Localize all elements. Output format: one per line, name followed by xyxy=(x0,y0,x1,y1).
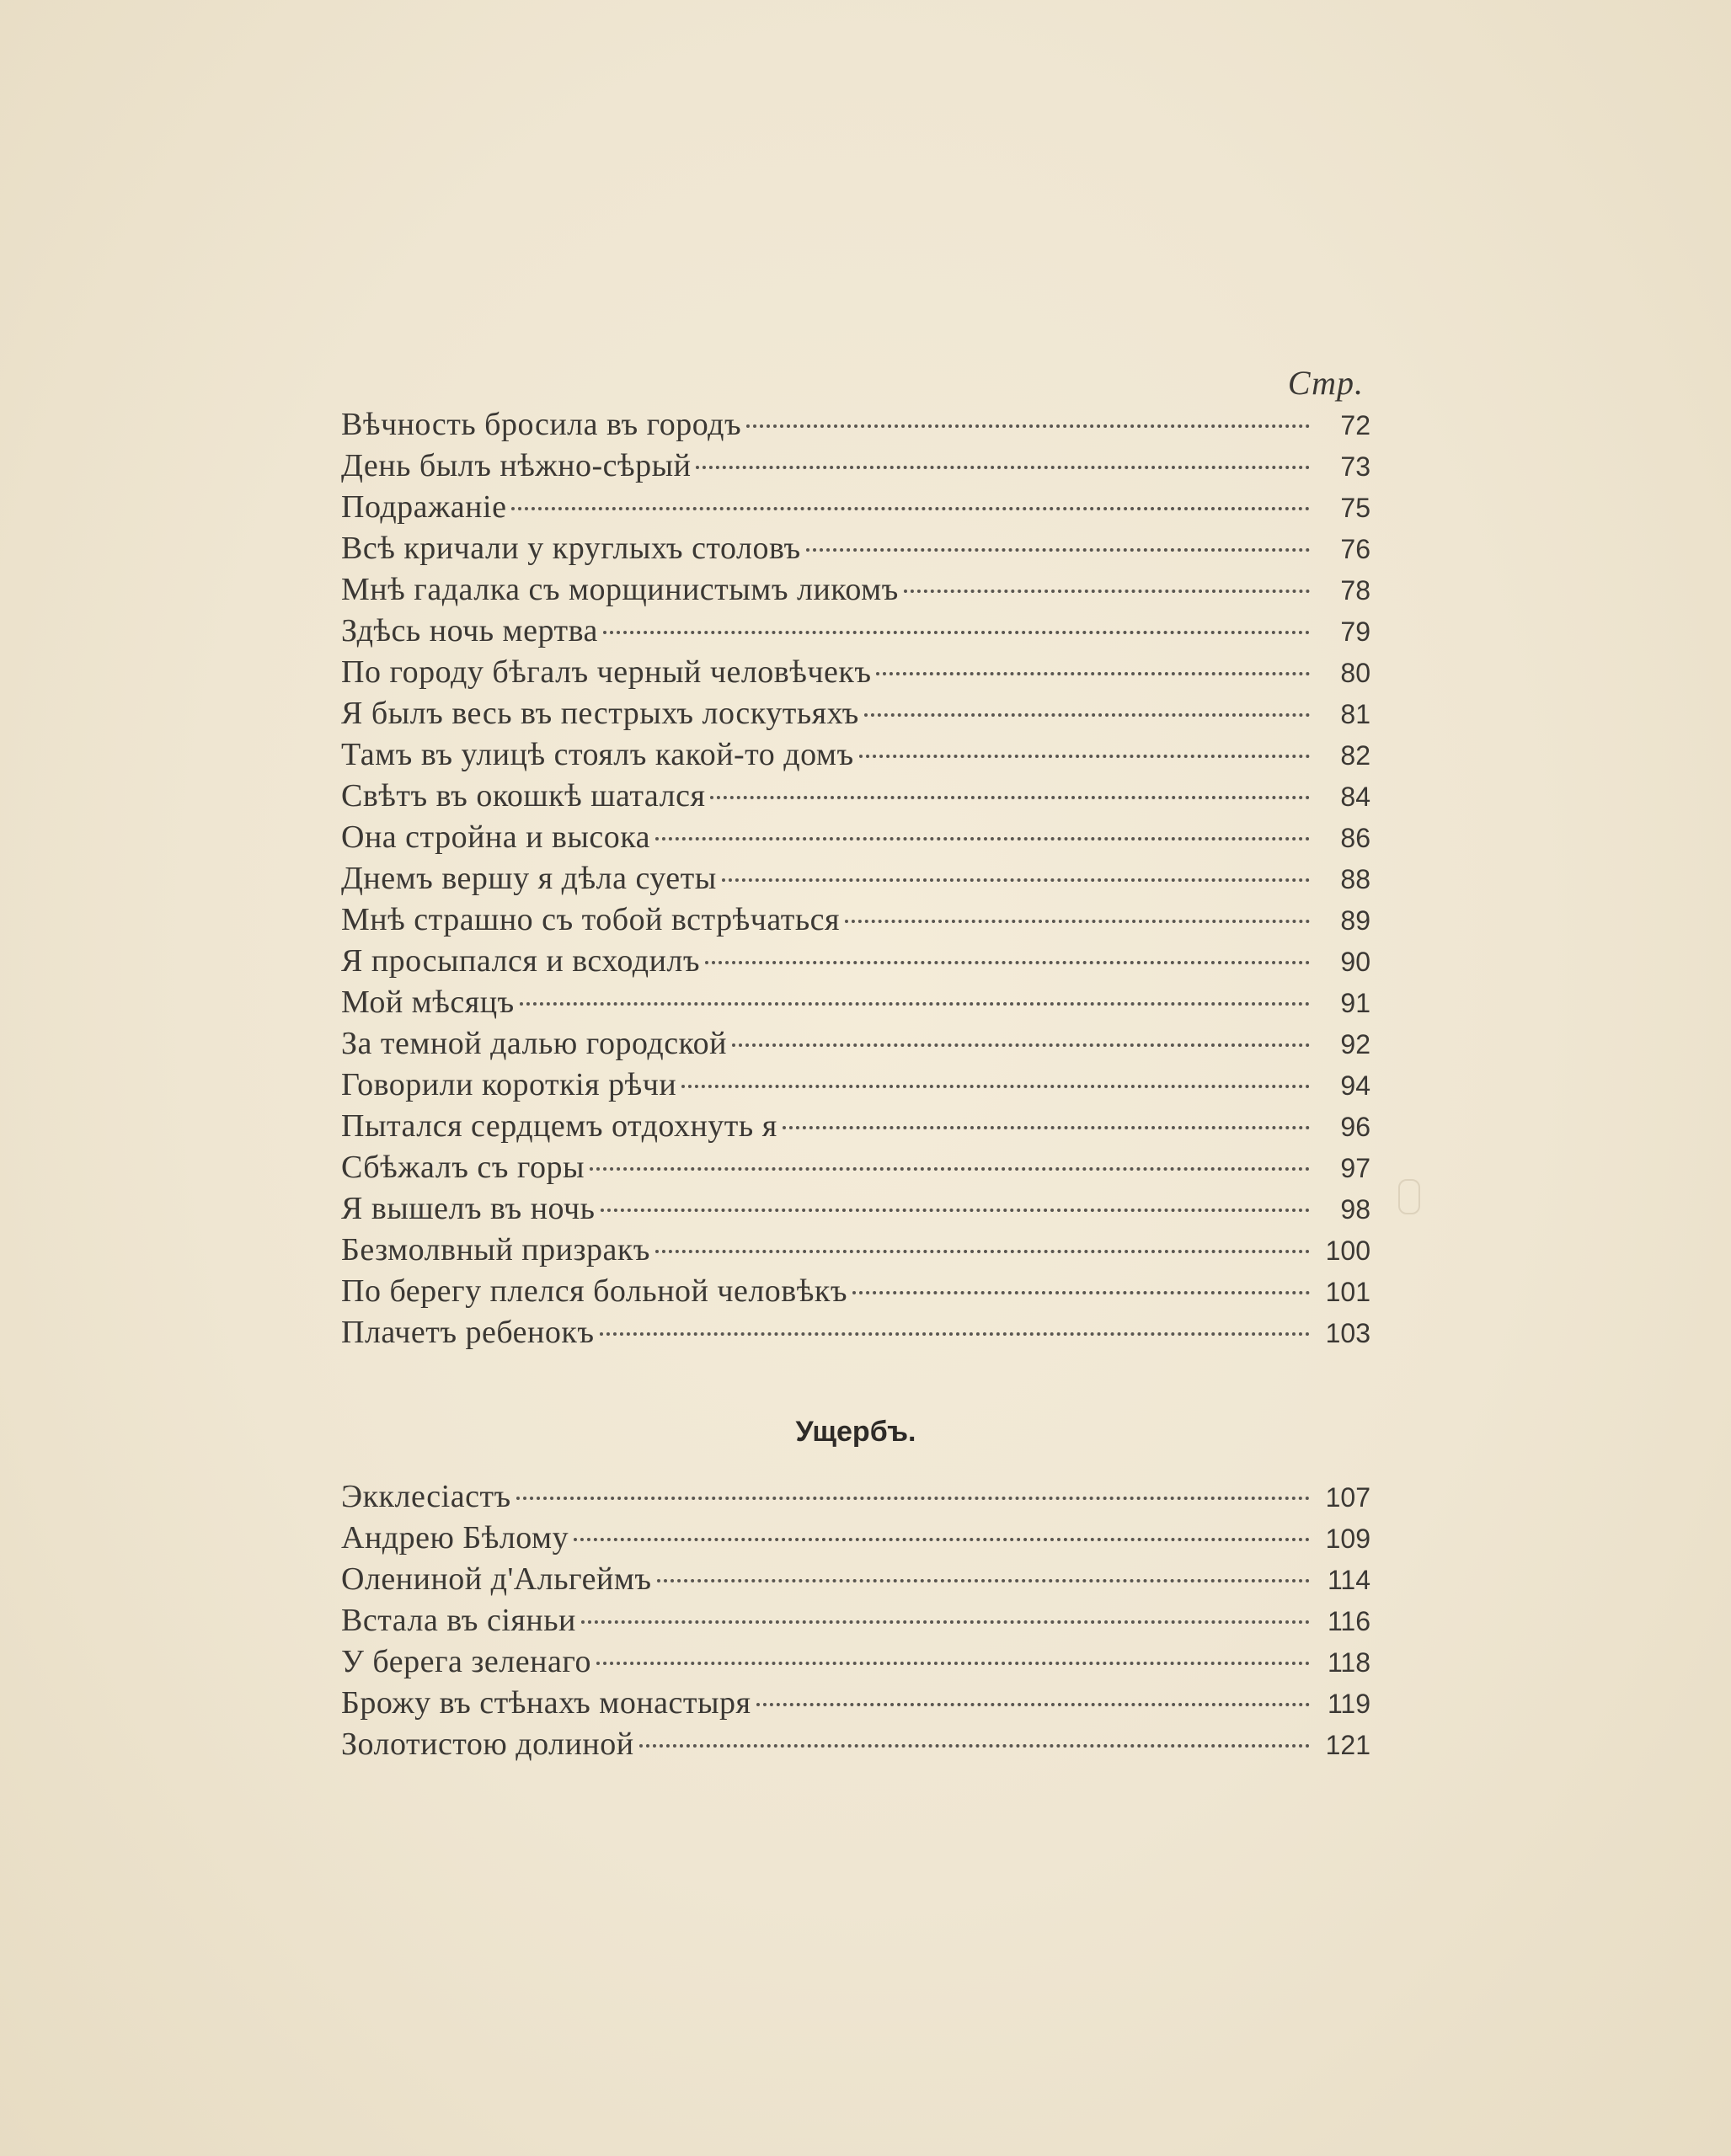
entry-page-number: 78 xyxy=(1340,575,1370,606)
entry-title: Она стройна и высока xyxy=(341,819,651,855)
entry-title: Я вышелъ въ ночь xyxy=(341,1191,596,1226)
entry-title: Всѣ кричали у круглыхъ столовъ xyxy=(341,531,801,566)
entry-page-number: 107 xyxy=(1325,1482,1370,1513)
toc-row xyxy=(341,1188,1370,1230)
entry-page-number: 75 xyxy=(1340,493,1370,523)
entry-title: Безмолвный призракъ xyxy=(341,1232,650,1267)
toc-row xyxy=(341,1476,1370,1518)
dot-leader xyxy=(581,1620,1310,1624)
entry-page-number: 109 xyxy=(1325,1524,1370,1554)
dot-leader xyxy=(746,424,1310,428)
entry-title: Сбѣжалъ съ горы xyxy=(341,1150,585,1185)
dot-leader xyxy=(705,961,1310,964)
dot-leader xyxy=(696,466,1310,469)
entry-page-number: 116 xyxy=(1327,1606,1370,1636)
entry-title: У берега зеленаго xyxy=(341,1644,591,1679)
dot-leader xyxy=(600,1332,1311,1336)
toc-row xyxy=(341,734,1370,776)
entry-title: За темной далью городской xyxy=(341,1026,727,1061)
toc-row xyxy=(341,528,1370,569)
entry-title: Здѣсь ночь мертва xyxy=(341,613,598,648)
entry-title: Подражаніе xyxy=(341,489,507,525)
entry-title: Тамъ въ улицѣ стоялъ какой-то домъ xyxy=(341,737,854,772)
entry-title: Говорили короткія рѣчи xyxy=(341,1067,677,1102)
page-column-header: Стр. xyxy=(1287,364,1364,402)
dot-leader xyxy=(876,672,1310,675)
entry-page-number: 92 xyxy=(1340,1029,1370,1059)
toc-row xyxy=(341,652,1370,693)
dot-leader xyxy=(596,1662,1310,1665)
toc-row xyxy=(341,487,1370,528)
entry-title: Я просыпался и всходилъ xyxy=(341,943,701,979)
entry-title: Андрею Бѣлому xyxy=(341,1520,569,1556)
entry-title: Брожу въ стѣнахъ монастыря xyxy=(341,1685,751,1721)
toc-row xyxy=(341,1724,1370,1765)
entry-title: Мнѣ страшно съ тобой встрѣчаться xyxy=(341,902,841,937)
dot-leader xyxy=(732,1043,1310,1047)
dot-leader xyxy=(859,755,1310,758)
dot-leader xyxy=(681,1085,1310,1088)
toc-row xyxy=(341,611,1370,652)
dot-leader xyxy=(603,631,1310,634)
entry-page-number: 81 xyxy=(1340,699,1370,729)
toc-row xyxy=(341,693,1370,734)
toc-row xyxy=(341,1271,1370,1312)
dot-leader xyxy=(783,1126,1310,1129)
toc-row xyxy=(341,1600,1370,1641)
entry-page-number: 80 xyxy=(1340,658,1370,688)
toc-row xyxy=(341,1065,1370,1106)
dot-leader xyxy=(756,1703,1310,1706)
entry-page-number: 114 xyxy=(1327,1565,1370,1595)
entry-page-number: 82 xyxy=(1340,740,1370,771)
table-of-contents xyxy=(341,362,1370,1765)
toc-row xyxy=(341,404,1370,446)
toc-row xyxy=(341,1106,1370,1147)
entry-page-number: 76 xyxy=(1340,534,1370,564)
dot-leader xyxy=(845,920,1310,923)
toc-row xyxy=(341,858,1370,899)
dot-leader xyxy=(710,796,1310,799)
toc-row xyxy=(341,1023,1370,1065)
entry-page-number: 103 xyxy=(1325,1318,1370,1348)
dot-leader xyxy=(852,1291,1310,1294)
entry-title: Олениной д'Альгеймъ xyxy=(341,1561,652,1597)
entry-title: Золотистою долиной xyxy=(341,1726,634,1762)
entry-page-number: 118 xyxy=(1327,1647,1370,1678)
entry-title: День былъ нѣжно-сѣрый xyxy=(341,448,692,483)
dot-leader xyxy=(657,1579,1310,1582)
dot-leader xyxy=(806,548,1310,552)
entry-title: По городу бѣгалъ черный человѣчекъ xyxy=(341,654,872,690)
entry-page-number: 72 xyxy=(1340,410,1370,440)
toc-row xyxy=(341,1641,1370,1683)
entry-title: Мнѣ гадалка съ морщинистымъ ликомъ xyxy=(341,572,899,607)
dot-leader xyxy=(520,1002,1310,1006)
dot-leader xyxy=(722,878,1310,882)
toc-row xyxy=(341,569,1370,611)
entry-page-number: 96 xyxy=(1340,1112,1370,1142)
entry-page-number: 97 xyxy=(1340,1153,1370,1183)
entry-page-number: 84 xyxy=(1340,782,1370,812)
toc-row xyxy=(341,1147,1370,1188)
toc-row xyxy=(341,817,1370,858)
dot-leader xyxy=(574,1538,1310,1541)
dot-leader xyxy=(511,507,1310,510)
toc-row xyxy=(341,1559,1370,1600)
entry-title: Я былъ весь въ пестрыхъ лоскутьяхъ xyxy=(341,696,859,731)
dot-leader xyxy=(639,1744,1310,1748)
dot-leader xyxy=(590,1167,1310,1171)
entry-page-number: 100 xyxy=(1325,1235,1370,1266)
toc-row xyxy=(341,446,1370,487)
entry-title: Мой мѣсяцъ xyxy=(341,985,515,1020)
entry-title: Вѣчность бросила въ городъ xyxy=(341,407,742,442)
dot-leader xyxy=(516,1497,1310,1500)
section-entries xyxy=(341,1476,1370,1765)
section-heading: Ущербъ. xyxy=(795,1416,916,1448)
entry-page-number: 101 xyxy=(1325,1277,1370,1307)
entry-page-number: 89 xyxy=(1340,905,1370,936)
toc-row xyxy=(341,1683,1370,1724)
entry-title: Экклесіастъ xyxy=(341,1479,511,1514)
paper-blemish xyxy=(1398,1179,1420,1214)
entry-title: По берегу плелся больной человѣкъ xyxy=(341,1273,847,1309)
toc-row xyxy=(341,1518,1370,1559)
entry-title: Свѣтъ въ окошкѣ шатался xyxy=(341,778,706,814)
entry-title: Пытался сердцемъ отдохнуть я xyxy=(341,1108,777,1144)
toc-row xyxy=(341,899,1370,941)
entry-page-number: 88 xyxy=(1340,864,1370,894)
dot-leader xyxy=(601,1209,1311,1212)
entry-page-number: 91 xyxy=(1340,988,1370,1018)
entry-page-number: 94 xyxy=(1340,1070,1370,1101)
entry-page-number: 98 xyxy=(1340,1194,1370,1225)
entry-title: Днемъ вершу я дѣла суеты xyxy=(341,861,717,896)
entry-page-number: 121 xyxy=(1325,1730,1370,1760)
dot-leader xyxy=(655,1250,1310,1253)
toc-row xyxy=(341,776,1370,817)
dot-leader xyxy=(864,713,1310,717)
entry-title: Плачетъ ребенокъ xyxy=(341,1315,595,1350)
toc-row xyxy=(341,982,1370,1023)
entry-title: Встала въ сіяньи xyxy=(341,1603,576,1638)
toc-row xyxy=(341,1230,1370,1271)
entry-page-number: 90 xyxy=(1340,947,1370,977)
dot-leader xyxy=(904,590,1310,593)
toc-entries xyxy=(341,404,1370,1353)
dot-leader xyxy=(655,837,1310,841)
entry-page-number: 73 xyxy=(1340,451,1370,482)
entry-page-number: 86 xyxy=(1340,823,1370,853)
entry-page-number: 119 xyxy=(1327,1689,1370,1719)
toc-row xyxy=(341,1312,1370,1353)
entry-page-number: 79 xyxy=(1340,616,1370,647)
toc-row xyxy=(341,941,1370,982)
